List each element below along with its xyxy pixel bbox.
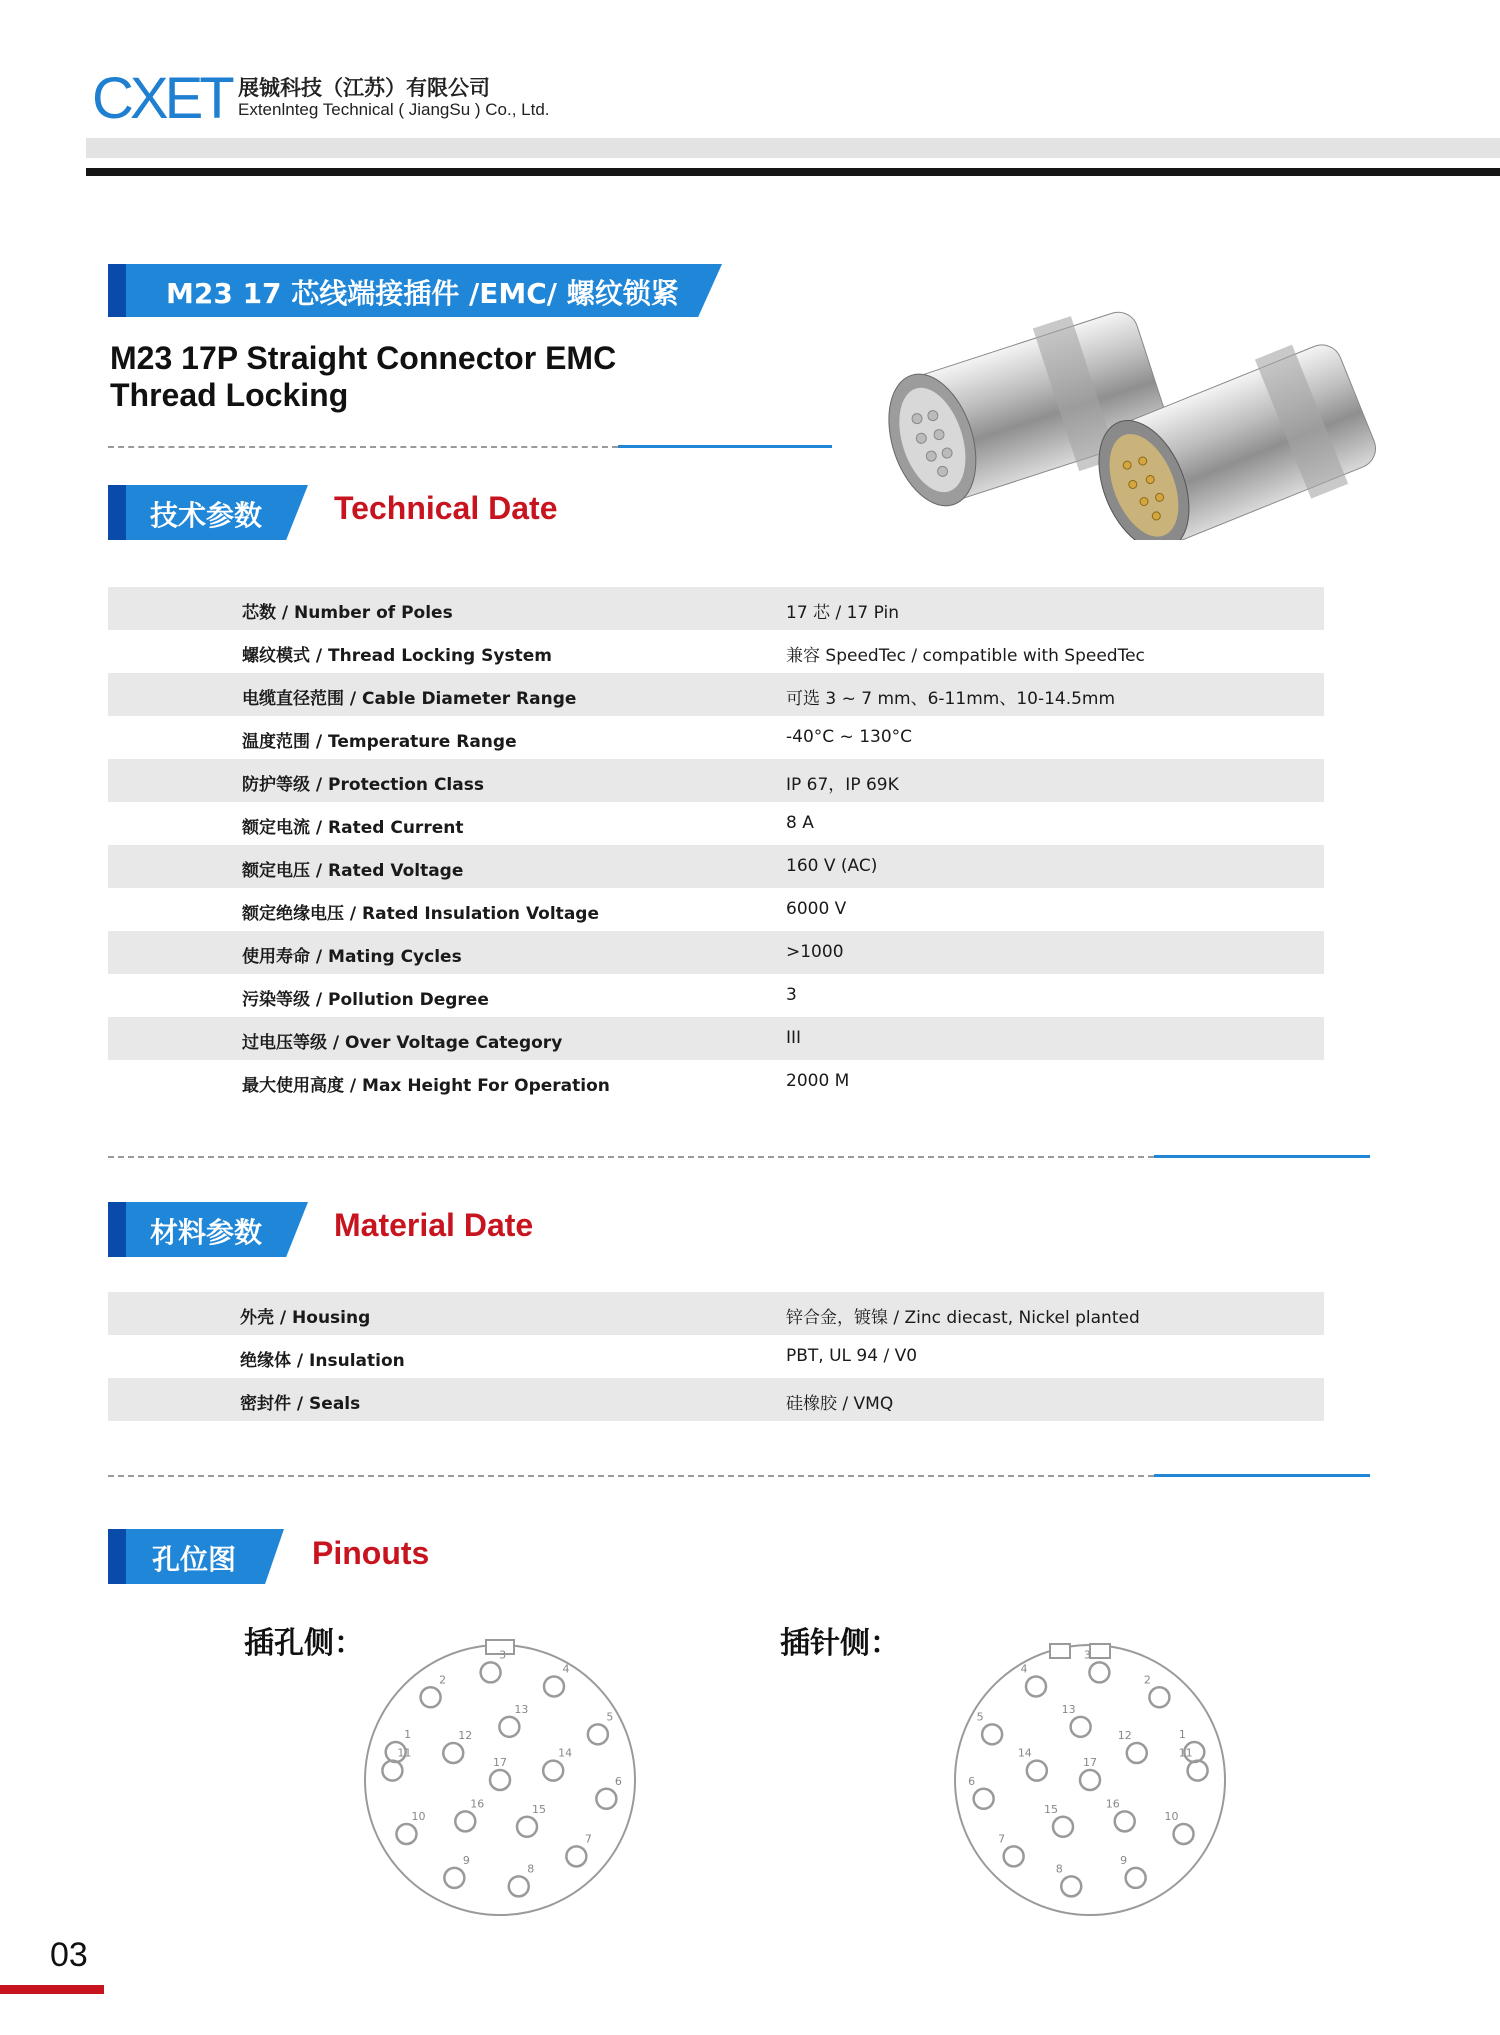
pin-contact-number: 9 [1120, 1853, 1128, 1867]
param-label: 电缆直径范围 / Cable Diameter Range [242, 689, 577, 709]
socket-contact-number: 4 [562, 1662, 570, 1676]
technical-heading-cn: 技术参数 [150, 499, 263, 532]
param-value: -40°C ~ 130°C [786, 727, 913, 747]
pin-contact-number: 6 [968, 1774, 976, 1788]
socket-contact-number: 8 [527, 1862, 535, 1876]
socket-contact [382, 1761, 402, 1781]
pin-contact [1004, 1846, 1024, 1866]
socket-contact-number: 12 [458, 1729, 473, 1742]
material-value: PBT, UL 94 / V0 [786, 1346, 918, 1366]
pin-keyway [1090, 1644, 1110, 1658]
socket-contact-number: 17 [493, 1756, 507, 1769]
socket-contact [443, 1743, 463, 1763]
param-label: 额定电压 / Rated Voltage [242, 861, 464, 881]
param-label: 过电压等级 / Over Voltage Category [242, 1033, 563, 1053]
socket-contact-number: 14 [558, 1746, 573, 1760]
pinouts-heading-cn: 孔位图 [152, 1543, 237, 1576]
socket-contact [490, 1770, 510, 1790]
socket-contact [455, 1811, 475, 1831]
connector-product-image [860, 270, 1400, 540]
pin-contact [1080, 1770, 1100, 1790]
table-row [108, 845, 1324, 888]
pin-contact-number: 16 [1105, 1797, 1120, 1811]
material-heading-cn: 材料参数 [150, 1216, 263, 1249]
table-row [108, 1060, 1324, 1103]
pin-pinout-diagram [940, 1628, 1240, 1928]
pin-contact [1061, 1876, 1081, 1896]
table-row [108, 1378, 1324, 1421]
section-heading-pinouts [108, 1529, 284, 1584]
socket-contact-number: 5 [606, 1710, 614, 1724]
socket-contact-number: 11 [397, 1746, 412, 1760]
socket-contact [444, 1868, 464, 1888]
pin-contact [1026, 1676, 1046, 1696]
header-black-rule [86, 168, 1500, 176]
socket-contact [509, 1876, 529, 1896]
param-label: 最大使用高度 / Max Height For Operation [242, 1076, 610, 1096]
table-row [108, 673, 1324, 716]
param-value: 兼容 SpeedTec / compatible with SpeedTec [786, 646, 1145, 666]
pin-contact-number: 11 [1178, 1746, 1193, 1760]
material-label: 外壳 / Housing [240, 1308, 371, 1328]
param-label: 额定电流 / Rated Current [242, 818, 464, 838]
pin-contact-number: 10 [1164, 1810, 1179, 1823]
divider-accent [1154, 1155, 1370, 1158]
table-row [108, 802, 1324, 845]
page-number: 03 [50, 1936, 88, 1974]
material-heading-en: Material Date [334, 1207, 534, 1243]
socket-contact-number: 10 [411, 1810, 426, 1823]
pin-contact-number: 12 [1117, 1729, 1132, 1742]
param-label: 螺纹模式 / Thread Locking System [242, 646, 552, 666]
material-value: 锌合金，镀镍 / Zinc diecast, Nickel planted [786, 1308, 1140, 1328]
pin-outline [955, 1645, 1225, 1915]
material-label: 绝缘体 / Insulation [240, 1351, 405, 1371]
pin-contact [1089, 1662, 1109, 1682]
pin-contact-number: 4 [1020, 1662, 1028, 1676]
socket-contact [421, 1687, 441, 1707]
socket-contact-number: 15 [532, 1802, 546, 1816]
section-heading-technical [108, 485, 308, 540]
socket-contact [588, 1724, 608, 1744]
param-value: IP 67，IP 69K [786, 775, 899, 795]
dashed-divider [108, 446, 618, 448]
socket-contact-number: 2 [439, 1673, 447, 1687]
pin-contact [982, 1724, 1002, 1744]
socket-contact [481, 1662, 501, 1682]
socket-outline [365, 1645, 635, 1915]
product-title-en: M23 17P Straight Connector EMC Thread Locking [110, 340, 617, 413]
table-row [108, 888, 1324, 931]
param-label: 防护等级 / Protection Class [242, 775, 484, 795]
param-label: 使用寿命 / Mating Cycles [242, 947, 462, 967]
table-row [108, 974, 1324, 1017]
header-grey-band [86, 138, 1500, 158]
pin-keyway [1050, 1644, 1070, 1658]
param-label: 额定绝缘电压 / Rated Insulation Voltage [242, 904, 599, 924]
socket-contact-number: 7 [584, 1832, 592, 1846]
param-value: III [786, 1028, 802, 1048]
socket-contact [499, 1717, 519, 1737]
pin-contact-number: 3 [1083, 1648, 1091, 1662]
pin-contact [1126, 1868, 1146, 1888]
pin-contact [1071, 1717, 1091, 1737]
param-value: 可选 3 ~ 7 mm、6-11mm、10-14.5mm [786, 689, 1116, 709]
table-row [108, 1335, 1324, 1378]
socket-contact-number: 3 [499, 1648, 507, 1662]
pin-contact-number: 17 [1083, 1756, 1097, 1769]
param-label: 芯数 / Number of Poles [242, 603, 453, 623]
param-value: 8 A [786, 813, 814, 833]
socket-contact-number: 9 [462, 1853, 470, 1867]
pin-contact-number: 13 [1061, 1702, 1076, 1716]
divider-accent [618, 445, 832, 448]
pin-contact-number: 14 [1017, 1746, 1032, 1760]
company-logo: CXET [92, 66, 231, 131]
socket-contact [596, 1789, 616, 1809]
pin-contact [1188, 1761, 1208, 1781]
product-title-cn: M23 17 芯线端接插件 /EMC/ 螺纹锁紧 [166, 277, 679, 310]
technical-table [108, 587, 1324, 1103]
param-value: 160 V (AC) [786, 856, 878, 876]
pin-contact-number: 2 [1143, 1673, 1151, 1687]
table-row [108, 1292, 1324, 1335]
pin-contact [1053, 1817, 1073, 1837]
pin-contact [974, 1789, 994, 1809]
table-row [108, 1017, 1324, 1060]
table-row [108, 587, 1324, 630]
pin-contact [1115, 1811, 1135, 1831]
socket-contact-number: 6 [614, 1774, 622, 1788]
socket-pinout-diagram [350, 1628, 650, 1928]
dashed-divider [108, 1475, 1154, 1477]
material-label: 密封件 / Seals [240, 1394, 361, 1414]
divider-accent [1154, 1474, 1370, 1477]
socket-contact [544, 1676, 564, 1696]
company-name-en: Extenlnteg Technical ( JiangSu ) Co., Ltd. [238, 100, 550, 119]
pin-contact-number: 15 [1044, 1802, 1058, 1816]
socket-contact [566, 1846, 586, 1866]
pin-contact-number: 1 [1178, 1728, 1186, 1742]
pinouts-heading-en: Pinouts [312, 1535, 430, 1571]
socket-contact [517, 1817, 537, 1837]
table-row [108, 759, 1324, 802]
param-value: 17 芯 / 17 Pin [786, 603, 899, 623]
pin-side-label: 插针侧： [780, 1626, 900, 1661]
pin-contact-number: 5 [976, 1710, 984, 1724]
socket-contact-number: 1 [404, 1728, 412, 1742]
param-value: 6000 V [786, 899, 847, 919]
page-number-underline [0, 1985, 104, 1994]
table-row [108, 630, 1324, 673]
pin-contact [1027, 1761, 1047, 1781]
company-name-cn: 展铖科技（江苏）有限公司 [238, 76, 490, 100]
material-value: 硅橡胶 / VMQ [786, 1394, 894, 1414]
param-value: 2000 M [786, 1071, 850, 1091]
pin-contact [1174, 1824, 1194, 1844]
table-row [108, 716, 1324, 759]
socket-contact-number: 13 [514, 1702, 529, 1716]
socket-contact [396, 1824, 416, 1844]
socket-side-label: 插孔侧： [244, 1626, 364, 1661]
socket-contact-number: 16 [470, 1797, 485, 1811]
pin-contact [1127, 1743, 1147, 1763]
socket-contact [543, 1761, 563, 1781]
param-label: 污染等级 / Pollution Degree [242, 990, 489, 1010]
pin-contact-number: 7 [998, 1832, 1006, 1846]
param-label: 温度范围 / Temperature Range [242, 732, 517, 752]
technical-heading-en: Technical Date [334, 490, 558, 526]
pin-contact [1149, 1687, 1169, 1707]
pin-contact-number: 8 [1055, 1862, 1063, 1876]
param-value: >1000 [786, 942, 844, 962]
table-row [108, 931, 1324, 974]
product-title-band [108, 264, 722, 317]
dashed-divider [108, 1156, 1154, 1158]
param-value: 3 [786, 985, 797, 1005]
section-heading-material [108, 1202, 308, 1257]
material-table [108, 1292, 1324, 1421]
